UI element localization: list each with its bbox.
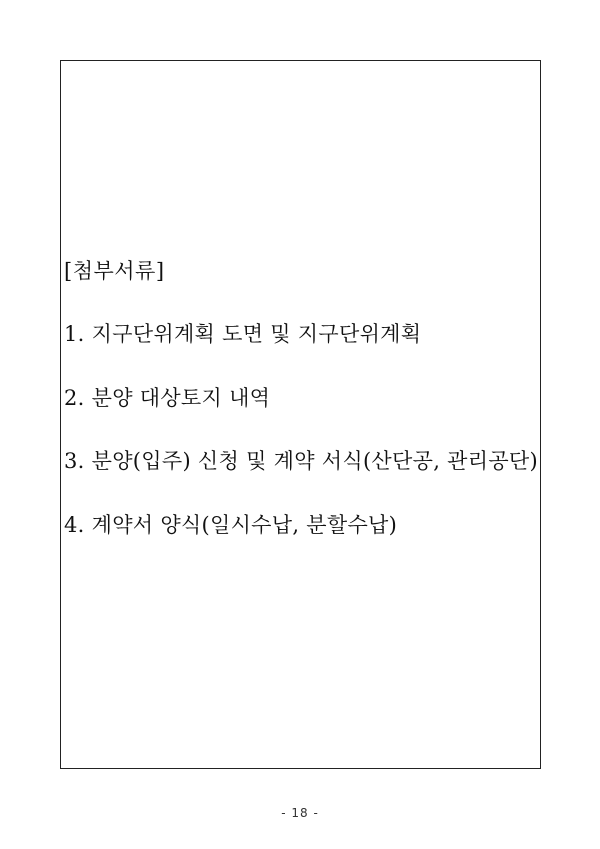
- attachment-item-2: 2. 분양 대상토지 내역: [64, 385, 271, 410]
- attachments-heading: [첨부서류]: [64, 259, 165, 283]
- attachment-item-1: 1. 지구단위계획 도면 및 지구단위계획: [64, 322, 422, 346]
- attachment-item-3: 3. 분양(입주) 신청 및 계약 서식(산단공, 관리공단): [64, 449, 538, 473]
- attachment-list: [64, 318, 538, 572]
- page-number: - 18 -: [281, 806, 319, 820]
- attachment-item-4: 4. 계약서 양식(일시수납, 분할수납): [64, 512, 398, 537]
